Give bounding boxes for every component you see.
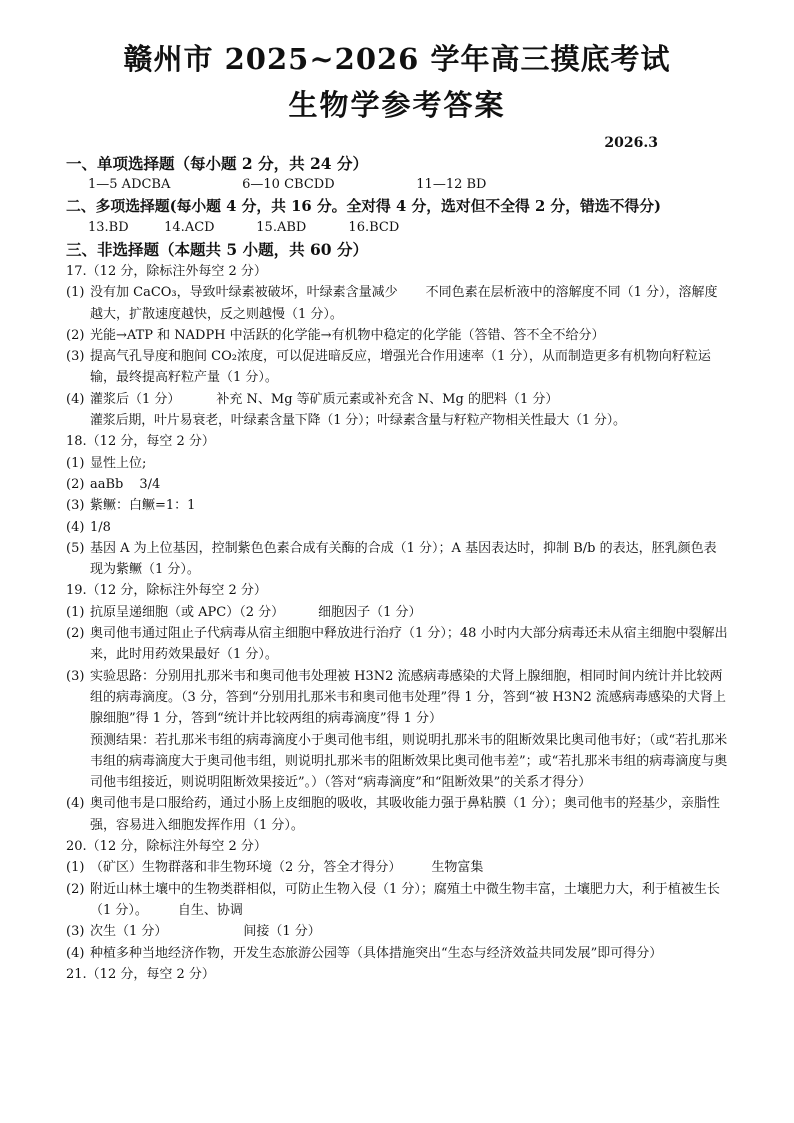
answer-group: 11—12 BD <box>416 177 487 192</box>
item-number: (4) <box>66 519 85 535</box>
question-18-head: 18.（12 分，每空 2 分） <box>66 434 215 450</box>
item-text: 抗原呈递细胞（或 APC）（2 分） <box>90 604 285 620</box>
item-text: 细胞因子（1 分） <box>318 604 422 620</box>
question-21-head: 21.（12 分，每空 2 分） <box>66 966 215 982</box>
answer-group: 1—5 ADCBA <box>88 177 171 192</box>
q20-item-1 <box>66 857 728 878</box>
q17-item-4 <box>66 389 728 410</box>
page-subtitle: 生物学参考答案 <box>288 88 506 122</box>
item-text: 光能→ATP 和 NADPH 中活跃的化学能→有机物中稳定的化学能（答错、答不全不给分） <box>90 327 605 343</box>
item-text: （矿区）生物群落和非生物环境（2 分，答全才得分） <box>90 860 402 876</box>
item-number: (2) <box>66 476 85 492</box>
item-number: (1) <box>66 285 85 301</box>
item-number: (3) <box>66 924 85 940</box>
answer-group: 16.BCD <box>348 220 400 235</box>
q17-item-3 <box>66 346 728 389</box>
q18-item-4 <box>66 517 728 538</box>
item-number: (1) <box>66 604 85 620</box>
exam-date: 2026.3 <box>604 135 658 151</box>
q18-item-3 <box>66 495 728 516</box>
item-text: 紫鳜：白鳜=1：1 <box>90 498 196 514</box>
item-number: (5) <box>66 540 85 556</box>
item-number: (2) <box>66 881 85 897</box>
item-text: 附近山林土壤中的生物类群相似，可防止生物入侵（1 分）；腐殖土中微生物丰富，土壤肥力大，利于植被生长（1 分）。 <box>90 881 720 918</box>
answer-group: 14.ACD <box>164 220 215 235</box>
q18-item-1 <box>66 453 728 474</box>
item-number: (3) <box>66 349 85 365</box>
q19-item-3 <box>66 666 728 730</box>
item-number: (3) <box>66 498 85 514</box>
question-17-head: 17.（12 分，除标注外每空 2 分） <box>66 264 267 279</box>
question-20-head: 20.（12 分，除标注外每空 2 分） <box>66 839 267 855</box>
item-text: 1/8 <box>90 519 111 535</box>
item-text: 间接（1 分） <box>243 924 321 940</box>
item-text: 生物富集 <box>431 860 484 876</box>
item-text: 种植多种当地经济作物，开发生态旅游公园等（具体措施突出“生态与经济效益共同发展”即可得分） <box>90 945 663 961</box>
item-number: (4) <box>66 796 85 812</box>
item-text: aaBb <box>90 476 124 492</box>
q19-item-1 <box>66 602 728 623</box>
item-text: 3/4 <box>139 476 161 492</box>
answer-group: 6—10 CBCDD <box>242 177 335 192</box>
section-heading-non-choice: 三、非选择题（本题共 5 小题，共 60 分） <box>66 240 368 259</box>
section-heading-single-choice: 一、单项选择题（每小题 2 分，共 24 分） <box>66 154 368 173</box>
item-text: 没有加 CaCO₃，导致叶绿素被破坏，叶绿素含量减少 <box>90 285 398 301</box>
q19-extra: 预测结果：若扎那米韦组的病毒滴度小于奥司他韦组，则说明扎那米韦的阻断效果比奥司他韦好；（或“若扎那米韦组的病毒滴度大于奥司他韦组，则说明扎那米韦的阻断效果比奥司他韦差”；或“若扎那米韦组的病毒滴度与奥司他韦组接近，则说明阻断效果接近”。）（答对“病毒滴度”和“阻断效果”的关系才得分） <box>90 732 728 791</box>
question-19-head: 19.（12 分，除标注外每空 2 分） <box>66 583 267 599</box>
item-text: 奥司他韦通过阻止子代病毒从宿主细胞中释放进行治疗（1 分）；48 小时内大部分病毒还未从宿主细胞中裂解出来，此时用药效果最好（1 分）。 <box>90 626 728 663</box>
item-text: 实验思路：分别用扎那米韦和奥司他韦处理被 H3N2 流感病毒感染的犬肾上腺细胞，相同时间内统计并比较两组的病毒滴度。（3 分，答到“分别用扎那米韦和奥司他韦处理”得 1 分，答到“被 H3N2 流感病毒感染的犬肾上腺细胞”得 1 分，答到“统计并比较两组的病毒滴度”得 1 分） <box>90 668 726 727</box>
q17-item-1 <box>66 282 728 325</box>
item-number: (1) <box>66 860 85 876</box>
q19-item-2 <box>66 623 728 666</box>
item-number: (4) <box>66 391 85 407</box>
q17-extra: 灌浆后期，叶片易衰老，叶绿素含量下降（1 分）；叶绿素含量与籽粒产物相关性最大（1 分）。 <box>90 413 626 429</box>
answer-group: 13.BD <box>88 220 129 235</box>
item-number: (2) <box>66 327 85 343</box>
q17-item-2 <box>66 325 728 346</box>
item-text: 补充 N、Mg 等矿质元素或补充含 N、Mg 的肥料（1 分） <box>216 391 559 407</box>
item-number: (2) <box>66 626 85 642</box>
q20-item-4 <box>66 943 728 964</box>
item-number: (3) <box>66 668 85 684</box>
q20-item-3 <box>66 921 728 942</box>
item-text: 提高气孔导度和胞间 CO₂浓度，可以促进暗反应，增强光合作用速率（1 分），从而制造更多有机物向籽粒运输，最终提高籽粒产量（1 分）。 <box>90 349 711 386</box>
item-number: (4) <box>66 945 85 961</box>
page-title: 赣州市 2025~2026 学年高三摸底考试 <box>123 42 671 76</box>
item-text: 基因 A 为上位基因，控制紫色色素合成有关酶的合成（1 分）；A 基因表达时，抑制 B/b 的表达，胚乳颜色表现为紫鳜（1 分）。 <box>90 540 717 578</box>
item-text: 次生（1 分） <box>90 924 168 940</box>
answer-group: 15.ABD <box>256 220 307 235</box>
item-text: 灌浆后（1 分） <box>90 391 181 407</box>
section-heading-multi-choice: 二、多项选择题(每小题 4 分，共 16 分。全对得 4 分，选对但不全得 2 分，错选不得分) <box>66 198 661 215</box>
item-text: 自生、协调 <box>177 902 243 918</box>
item-number: (1) <box>66 455 85 471</box>
item-text: 显性上位; <box>90 455 147 471</box>
q19-item-4 <box>66 793 728 836</box>
q20-item-2 <box>66 879 728 922</box>
q18-item-2 <box>66 474 728 495</box>
single-choice-answers <box>66 175 728 195</box>
multi-choice-answers <box>66 218 728 238</box>
item-text: 不同色素在层析液中的溶解度不同（1 分），溶解度越大，扩散速度越快，反之则越慢（1 分）。 <box>90 285 718 322</box>
item-text: 奥司他韦是口服给药，通过小肠上皮细胞的吸收，其吸收能力强于鼻粘膜（1 分）；奥司他韦的羟基少，亲脂性强，容易进入细胞发挥作用（1 分）。 <box>90 796 720 833</box>
q18-item-5 <box>66 538 728 581</box>
